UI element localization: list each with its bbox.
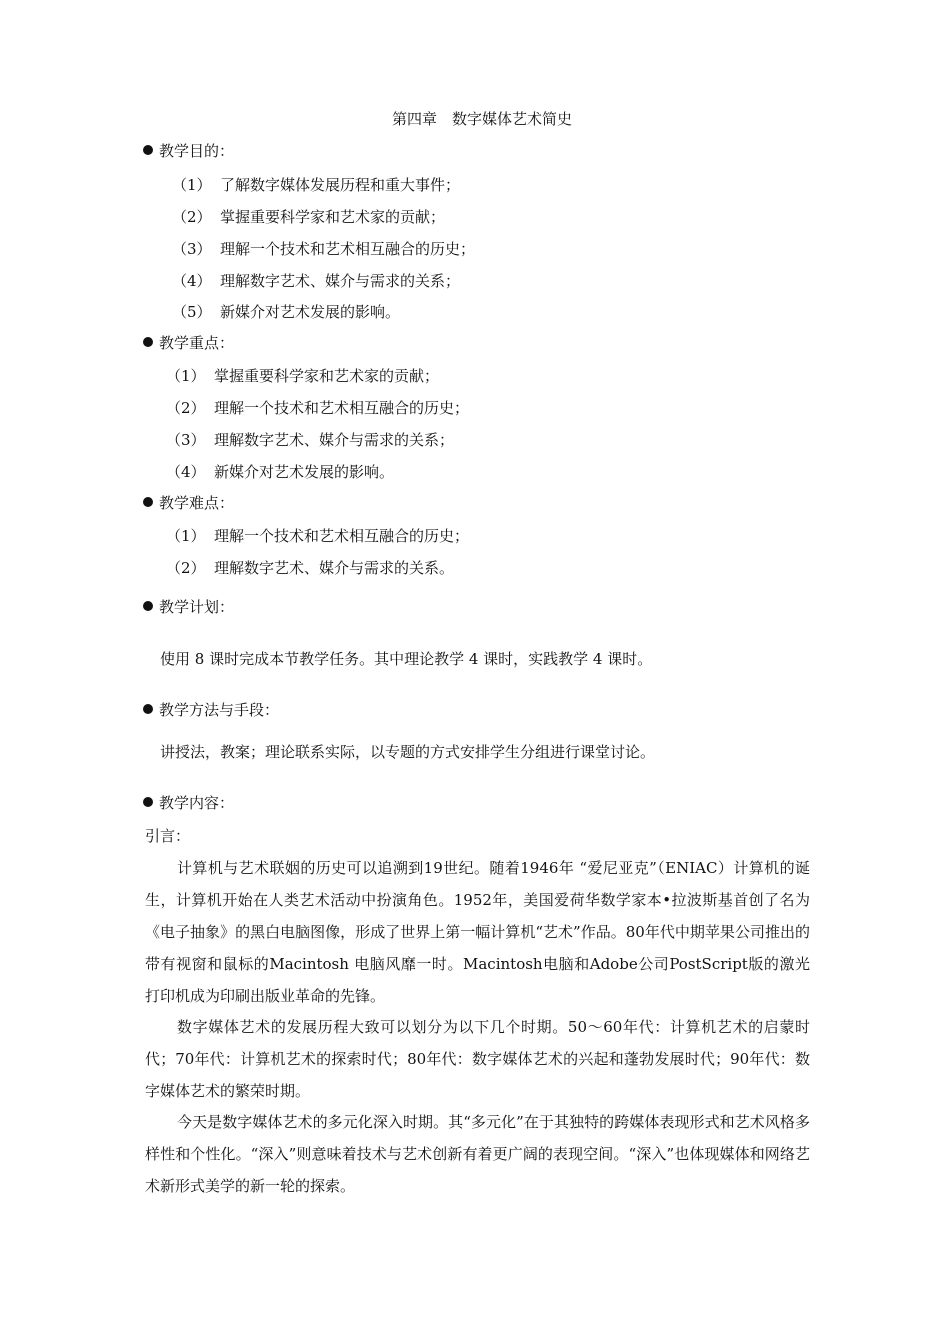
page-title: 第四章 数字媒体艺术简史 — [392, 110, 573, 128]
section-key-points-heading — [143, 334, 234, 352]
bullet-icon — [143, 704, 153, 714]
section-methods-heading — [143, 701, 279, 719]
list-item: （2） 理解一个技术和艺术相互融合的历史； — [166, 399, 470, 417]
heading-text: 教学计划： — [159, 598, 235, 616]
section-objectives-heading — [143, 142, 234, 160]
section-plan-heading — [143, 598, 234, 616]
heading-text: 教学内容： — [159, 794, 235, 812]
heading-text: 教学重点： — [159, 334, 235, 352]
list-item: （4） 理解数字艺术、媒介与需求的关系； — [172, 272, 461, 290]
list-item: （3） 理解数字艺术、媒介与需求的关系； — [166, 431, 455, 449]
bullet-icon — [143, 497, 153, 507]
list-item: （2） 掌握重要科学家和艺术家的贡献； — [172, 208, 446, 226]
bullet-icon — [143, 601, 153, 611]
section-difficulties-heading — [143, 494, 234, 512]
content-paragraph-3: 今天是数字媒体艺术的多元化深入时期。其“多元化”在于其独特的跨媒体表现形式和艺术风格多样性和个性化。“深入”则意味着技术与艺术创新有着更广阔的表现空间。“深入”也体现媒体和网络艺术新形式美学的新一轮的探索。 — [145, 1113, 810, 1195]
list-item: （1） 了解数字媒体发展历程和重大事件； — [172, 176, 461, 194]
bullet-icon — [143, 337, 153, 347]
bullet-icon — [143, 797, 153, 807]
content-paragraph-1: 计算机与艺术联姻的历史可以追溯到19世纪。随着1946年 “爱尼亚克”（ENIAC）计算机的诞生，计算机开始在人类艺术活动中扮演角色。1952年，美国爱荷华数学家本•拉波斯基首创了名为《电子抽象》的黑白电脑图像，形成了世界上第一幅计算机“艺术”作品。80年代中期苹果公司推出的带有视窗和鼠标的Macintosh 电脑风靡一时。Macintosh电脑和Adobe公司PostScript版的激光打印机成为印刷出版业革命的先锋。 — [145, 859, 810, 1005]
plan-text: 使用 8 课时完成本节教学任务。其中理论教学 4 课时，实践教学 4 课时。 — [160, 650, 653, 668]
content-paragraph-2: 数字媒体艺术的发展历程大致可以划分为以下几个时期。50～60年代：计算机艺术的启蒙时代；70年代：计算机艺术的探索时代；80年代：数字媒体艺术的兴起和蓬勃发展时代；90年代：数字媒体艺术的繁荣时期。 — [145, 1018, 810, 1100]
list-item: （1） 掌握重要科学家和艺术家的贡献； — [166, 367, 440, 385]
list-item: （3） 理解一个技术和艺术相互融合的历史； — [172, 240, 476, 258]
list-item: （2） 理解数字艺术、媒介与需求的关系。 — [166, 559, 455, 577]
list-item: （5） 新媒介对艺术发展的影响。 — [172, 303, 401, 321]
methods-text: 讲授法，教案；理论联系实际，以专题的方式安排学生分组进行课堂讨论。 — [160, 743, 656, 761]
list-item: （4） 新媒介对艺术发展的影响。 — [166, 463, 395, 481]
intro-label: 引言： — [145, 827, 191, 845]
heading-text: 教学方法与手段： — [159, 701, 280, 719]
bullet-icon — [143, 145, 153, 155]
list-item: （1） 理解一个技术和艺术相互融合的历史； — [166, 527, 470, 545]
heading-text: 教学目的： — [159, 142, 235, 160]
section-content-heading — [143, 794, 234, 812]
heading-text: 教学难点： — [159, 494, 235, 512]
